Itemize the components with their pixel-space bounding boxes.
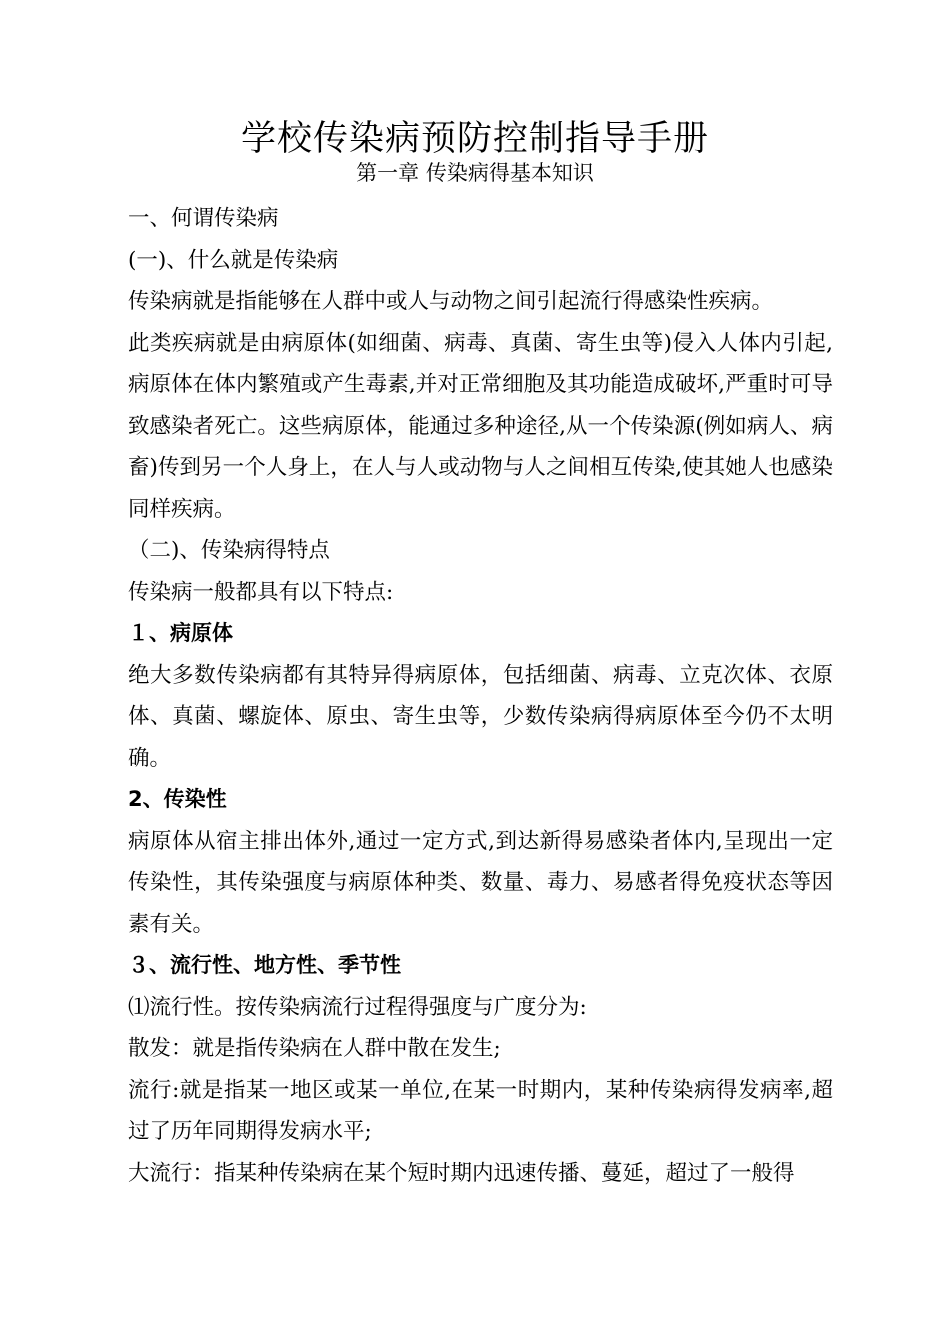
document-body (128, 198, 833, 1194)
bold-heading: １、病原体 (128, 621, 233, 645)
document-title: 学校传染病预防控制指导手册 (240, 119, 709, 159)
bold-heading: ３、流行性、地方性、季节性 (128, 953, 401, 977)
section-heading: 一、何谓传染病 (128, 206, 279, 231)
body-paragraph: 大流行：指某种传染病在某个短时期内迅速传播、蔓延，超过了一般得 (128, 1160, 795, 1186)
body-paragraph: 传染病就是指能够在人群中或人与动物之间引起流行得感染性疾病。 (128, 289, 774, 314)
body-paragraph: 此类疾病就是由病原体(如细菌、病毒、真菌、寄生虫等)侵入人体内引起,病原体在体内繁殖或产生毒素,并对正常细胞及其功能造成破坏,严重时可导致感染者死亡。这些病原体，能通过多种途径,从一个传染源(例如病人、病畜)传到另一个人身上，在人与人或动物与人之间相互传染,使其她人也感染同样疾病。 (128, 330, 833, 522)
subsection-heading: （二)、传染病得特点 (128, 538, 330, 563)
body-paragraph: 病原体从宿主排出体外,通过一定方式,到达新得易感染者体内,呈现出一定传染性，其传染强度与病原体种类、数量、毒力、易感者得免疫状态等因素有关。 (128, 828, 833, 937)
body-paragraph: 传染病一般都具有以下特点: (128, 579, 394, 605)
body-paragraph: ⑴流行性。按传染病流行过程得强度与广度分为: (128, 994, 587, 1020)
body-paragraph: 绝大多数传染病都有其特异得病原体，包括细菌、病毒、立克次体、衣原体、真菌、螺旋体、原虫、寄生虫等，少数传染病得病原体至今仍不太明确。 (128, 662, 833, 771)
subsection-heading: (一)、什么就是传染病 (128, 247, 339, 273)
chapter-subtitle: 第一章 传染病得基本知识 (356, 161, 594, 185)
body-paragraph: 流行:就是指某一地区或某一单位,在某一时期内，某种传染病得发病率,超过了历年同期得发病水平; (128, 1077, 833, 1144)
bold-heading: 2、传染性 (128, 787, 227, 811)
body-paragraph: 散发：就是指传染病在人群中散在发生; (128, 1036, 501, 1061)
